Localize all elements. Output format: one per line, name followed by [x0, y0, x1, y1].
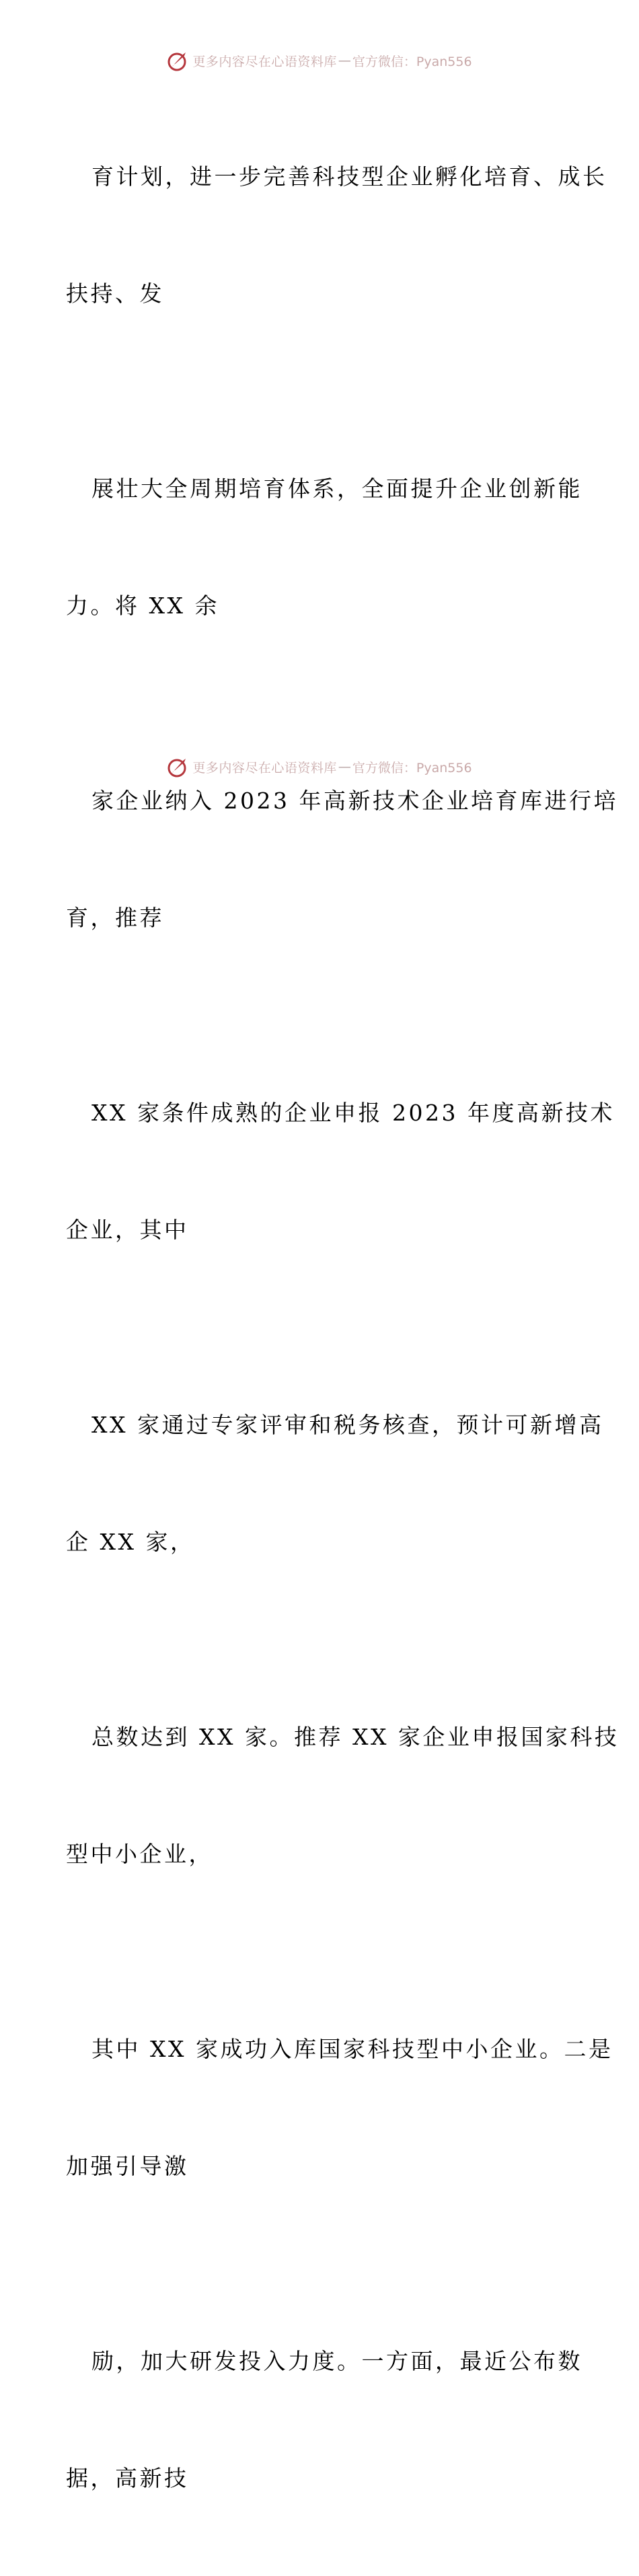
paragraph: [66, 391, 582, 704]
paragraph-line: 扶持、发: [66, 280, 164, 307]
paragraph: [66, 1952, 613, 2264]
paragraph-line: 企业，其中: [66, 1217, 189, 1243]
paragraph-line: 育计划，进一步完善科技型企业孵化培育、成长: [91, 163, 607, 190]
watermark-site-text: 更多内容尽在心语资料库: [192, 760, 337, 775]
paragraph-line: 育，推荐: [66, 905, 164, 931]
paragraph-line: 力。将 XX 余: [66, 593, 219, 619]
paragraph: [66, 1016, 615, 1328]
paragraph-line: 据，高新技: [66, 2465, 189, 2491]
watermark-contact-text: 官方微信：Pyan556: [352, 54, 472, 69]
paragraph-line: XX 家条件成熟的企业申报 2023 年度高新技术: [91, 1100, 615, 1126]
quill-logo-icon: [167, 755, 190, 778]
footer-watermark: [0, 753, 639, 780]
paragraph: [66, 2264, 582, 2576]
document-body: [66, 79, 619, 2576]
paragraph: [66, 1640, 619, 1952]
paragraph-line: 家企业纳入 2023 年高新技术企业培育库进行培: [91, 788, 618, 814]
paragraph-line: 其中 XX 家成功入库国家科技型中小企业。二是: [91, 2036, 613, 2062]
watermark-dash: —: [338, 53, 351, 68]
paragraph-line: 加强引导激: [66, 2153, 189, 2179]
watermark-site-text: 更多内容尽在心语资料库: [192, 54, 337, 69]
paragraph: [66, 1328, 604, 1640]
paragraph: [66, 704, 618, 1016]
quill-logo-icon: [167, 49, 190, 72]
watermark-contact-text: 官方微信：Pyan556: [352, 760, 472, 775]
paragraph-line: 展壮大全周期培育体系，全面提升企业创新能: [91, 476, 582, 502]
paragraph-line: 励，加大研发投入力度。一方面，最近公布数: [91, 2348, 582, 2374]
paragraph-line: 型中小企业，: [66, 1841, 213, 1867]
paragraph: [66, 79, 607, 391]
watermark-dash: —: [338, 759, 351, 774]
header-watermark: [0, 47, 639, 74]
paragraph-line: 总数达到 XX 家。推荐 XX 家企业申报国家科技: [91, 1724, 619, 1750]
paragraph-line: XX 家通过专家评审和税务核查，预计可新增高: [91, 1412, 604, 1438]
paragraph-line: 企 XX 家，: [66, 1529, 195, 1555]
